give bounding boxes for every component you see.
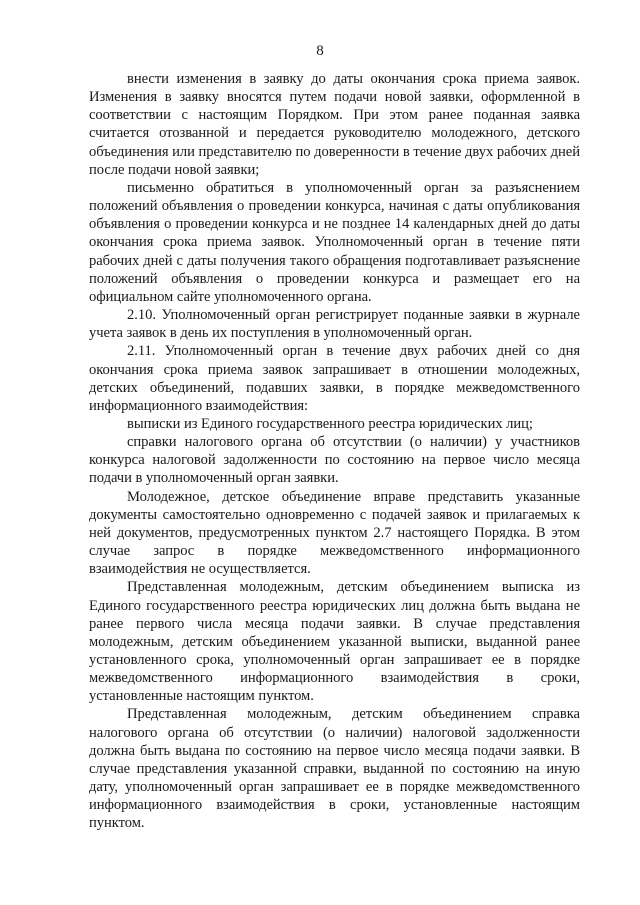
paragraph-amend-application: внести изменения в заявку до даты окончания срока приема заявок. Изменения в заявку вносятся путем подачи новой заявки, оформленной в соответствии с настоящим Порядком. При этом ранее поданная заявка считается отозванной и передается руководителю молодежного, детского объединения или представителю по доверенности в течение двух рабочих дней после подачи новой заявки; <box>89 71 580 178</box>
paragraph-self-submission: Молодежное, детское объединение вправе представить указанные документы самостоятельно одновременно с подачей заявок и прилагаемых к ней документов, предусмотренных пунктом 2.7 настоящего Порядка. В этом случае запрос в порядке межведомственного информационного взаимодействия не осуществляется. <box>89 488 580 578</box>
paragraph-registry-extract-validity: Представленная молодежным, детским объединением выписка из Единого государственного реестра юридических лиц должна быть выдана не ранее первого числа месяца подачи заявки. В случае представления молодежным, детским объединением указанной выписки, выданной ранее установленного срока, уполномоченный орган запрашивает ее в порядке межведомственного информационного взаимодействия в сроки, установленные настоящим пунктом. <box>89 579 580 705</box>
paragraph-tax-certificates: справки налогового органа об отсутствии (о наличии) у участников конкурса налоговой задолженности по состоянию на первое число месяца подачи в уполномоченный орган заявки. <box>89 434 580 487</box>
document-body <box>89 70 580 833</box>
paragraph-tax-certificate-validity: Представленная молодежным, детским объединением справка налогового органа об отсутствии (о наличии) налоговой задолженности должна быть выдана по состоянию на первое число месяца подачи заявки. В случае представления указанной справки, выданной по состоянию на иную дату, уполномоченный орган запрашивает ее в порядке межведомственного информационного взаимодействия в сроки, установленные настоящим пунктом. <box>89 706 580 832</box>
paragraph-2-10-registration: 2.10. Уполномоченный орган регистрирует поданные заявки в журнале учета заявок в день их поступления в уполномоченный орган. <box>89 307 580 342</box>
page-number: 8 <box>316 43 324 59</box>
paragraph-request-clarification: письменно обратиться в уполномоченный орган за разъяснением положений объявления о проведении конкурса, начиная с даты опубликования объявления о проведении конкурса и не позднее 14 календарных дней до даты окончания срока приема заявок. Уполномоченный орган в течение пяти рабочих дней с даты получения такого обращения подготавливает разъяснение положений объявления о проведении конкурса и размещает его на официальном сайте уполномоченного органа. <box>89 179 580 305</box>
paragraph-registry-extracts: выписки из Единого государственного реестра юридических лиц; <box>127 415 533 432</box>
paragraph-2-11-interagency-request: 2.11. Уполномоченный орган в течение двух рабочих дней со дня окончания срока приема заявок запрашивает в отношении молодежных, детских объединений, подавших заявки, в порядке межведомственного информационного взаимодействия: <box>89 343 580 414</box>
